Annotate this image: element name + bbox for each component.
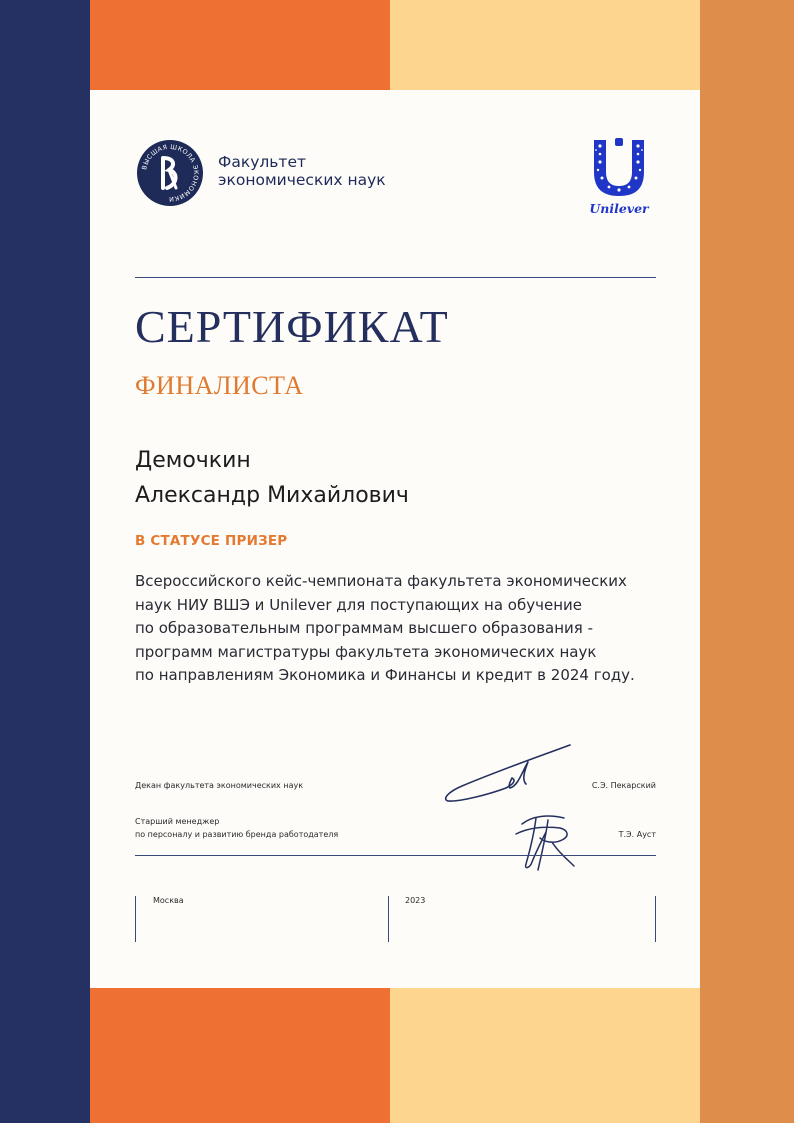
footer-right-bar xyxy=(655,896,656,942)
peach-top-band xyxy=(390,0,700,90)
dean-name: С.Э. Пекарский xyxy=(591,781,656,790)
recipient-given-names: Александр Михайлович xyxy=(135,483,409,508)
body-line: по направлениям Экономика и Финансы и кредит в 2024 году. xyxy=(135,666,635,684)
award-status: В СТАТУСЕ ПРИЗЕР xyxy=(135,533,288,549)
dean-role: Декан факультета экономических наук xyxy=(135,781,304,790)
footer-middle-bar xyxy=(388,896,389,942)
certificate-subtitle: ФИНАЛИСТА xyxy=(135,371,304,400)
hse-emblem-icon xyxy=(136,139,204,207)
body-line: программ магистратуры факультета экономических наук xyxy=(135,642,597,661)
signature-divider xyxy=(135,855,656,856)
unilever-wordmark: Unilever xyxy=(589,201,649,216)
navy-side-band xyxy=(0,0,90,1123)
body-line: наук НИУ ВШЭ и Unilever для поступающих на обучение xyxy=(135,595,582,614)
body-line: по образовательным программам высшего образования - xyxy=(135,619,594,637)
faculty-name xyxy=(218,153,386,189)
footer-left-bar xyxy=(135,896,136,942)
header-divider xyxy=(135,277,656,278)
right-side-band xyxy=(700,0,794,1123)
dean-signature xyxy=(440,742,575,806)
faculty-line-1: Факультет xyxy=(218,153,307,171)
manager-role-line-2: по персоналу и развитию бренда работодателя xyxy=(135,830,339,839)
faculty-line-2: экономических наук xyxy=(218,171,386,189)
recipient-name xyxy=(135,443,409,513)
manager-name: Т.Э. Ауст xyxy=(618,830,656,839)
manager-role-line-1: Старший менеджер xyxy=(135,817,220,826)
orange-bottom-band xyxy=(90,988,390,1123)
recipient-surname: Демочкин xyxy=(135,448,251,473)
orange-top-band xyxy=(90,0,390,90)
peach-bottom-band xyxy=(390,988,700,1123)
certificate-body xyxy=(135,570,675,688)
unilever-logo-icon xyxy=(582,134,656,218)
year: 2023 xyxy=(405,896,426,905)
manager-signature xyxy=(512,806,584,876)
hse-ring-text: ВЫСШАЯ ШКОЛА ЭКОНОМИКИ xyxy=(141,143,200,203)
city: Москва xyxy=(153,896,184,905)
body-line: Всероссийского кейс-чемпионата факультета экономических xyxy=(135,572,627,590)
certificate-title: СЕРТИФИКАТ xyxy=(135,301,449,352)
